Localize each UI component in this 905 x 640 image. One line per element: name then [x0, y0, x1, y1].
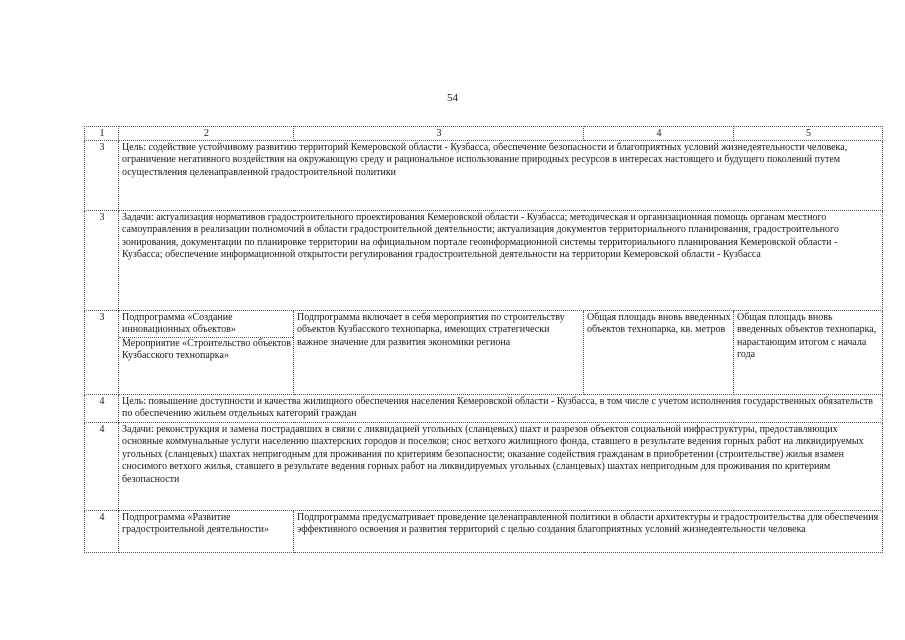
- activity-name: Мероприятие «Строительство объектов Кузбасского технопарка»: [119, 337, 293, 363]
- tasks-text: Задачи: реконструкция и замена пострадавших в связи с ликвидацией угольных (сланцевых) шахт и разрезов объектов социальной инфраструктуры, предоставляющих основные коммунальные услуги населению шахтерских городов и поселков; снос ветхого жилищного фонда, ставшего в результате ведения горных работ на ликвидируемых угольных (сланцевых) шахтах непригодным для проживания по критериям безопасности; оказание содействия гражданам в приобретении (строительстве) жилья взамен сносимого ветхого жилья, ставшего в результате ведения горных работ на ликвидируемых угольных (сланцевых) шахтах непригодным для проживания по критериям безопасности: [119, 423, 883, 511]
- row-number: 4: [85, 511, 119, 553]
- goal-text: Цель: содействие устойчивому развитию территорий Кемеровской области - Кузбасса, обеспечение безопасности и благоприятных условий жизнедеятельности человека, ограничение негативного воздействия на окружающую среду и рациональное использование природных ресурсов в интересах настоящего и будущего поколений путем осуществления целенаправленной градостроительной политики: [119, 141, 883, 211]
- table-row: [85, 141, 883, 211]
- row-number: 4: [85, 395, 119, 423]
- table-row: [85, 211, 883, 311]
- table-row: [85, 423, 883, 511]
- table-row: [85, 511, 883, 553]
- row-number: 3: [85, 141, 119, 211]
- tasks-text: Задачи: актуализация нормативов градостроительного проектирования Кемеровской области - Кузбасса; методическая и организационная помощь органам местного самоуправления в реализации полномочий в области градостроительной деятельности; актуализация документов территориального планирования, градостроительного зонирования, документации по планировке территории на официальном портале геоинформационной системы территориального планирования Кемеровской области - Кузбасса; обеспечение информационной открытости регулирования градостроительной деятельности на территории Кемеровской области - Кузбасса: [119, 211, 883, 311]
- row-number: 4: [85, 423, 119, 511]
- subprogram-cell: [119, 311, 294, 395]
- header-cell: 5: [734, 127, 883, 141]
- header-cell: 3: [294, 127, 584, 141]
- goal-text: Цель: повышение доступности и качества жилищного обеспечения населения Кемеровской области - Кузбасса, в том числе с учетом исполнения государственных обязательств по обеспечению жильем отдельных категорий граждан: [119, 395, 883, 423]
- header-cell: 4: [584, 127, 734, 141]
- table-row: [85, 395, 883, 423]
- subprogram-description: Подпрограмма включает в себя мероприятия по строительству объектов Кузбасского технопарка, имеющих стратегически важное значение для развития экономики региона: [294, 311, 584, 395]
- table-row: [85, 311, 883, 395]
- table-header-row: [85, 127, 883, 141]
- subprogram-description: Подпрограмма предусматривает проведение целенаправленной политики в области архитектуры и градостроительства для обеспечения эффективного освоения и развития территорий с целью создания благоприятных условий жизнедеятельности человека: [294, 511, 883, 553]
- program-table: [84, 126, 883, 553]
- indicator-method: Общая площадь вновь введенных объектов технопарка, нарастающим итогом с начала года: [734, 311, 883, 395]
- page-number: 54: [447, 92, 458, 104]
- row-number: 3: [85, 311, 119, 395]
- indicator-name: Общая площадь вновь введенных объектов технопарка, кв. метров: [584, 311, 734, 395]
- subprogram-name: Подпрограмма «Создание инновационных объектов»: [122, 312, 236, 336]
- header-cell: 1: [85, 127, 119, 141]
- subprogram-name: Подпрограмма «Развитие градостроительной деятельности»: [119, 511, 294, 553]
- header-cell: 2: [119, 127, 294, 141]
- row-number: 3: [85, 211, 119, 311]
